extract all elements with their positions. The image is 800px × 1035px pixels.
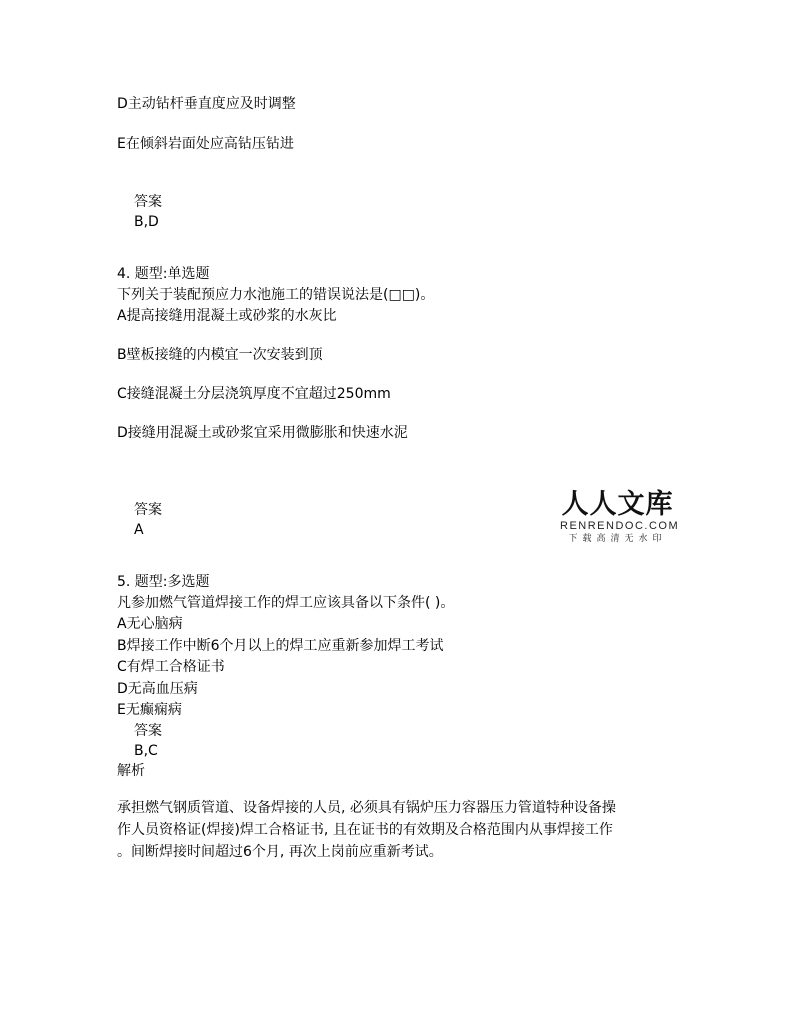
q5-header: 5. 题型:多选题 [117, 574, 210, 590]
q5-option-a: A无心脑病 [117, 616, 183, 632]
q5-analysis-line3: 。间断焊接时间超过6个月, 再次上岗前应重新考试。 [117, 844, 443, 860]
q4-option-d: D接缝用混凝土或砂浆宜采用微膨胀和快速水泥 [117, 425, 408, 441]
q3-option-e: E在倾斜岩面处应高钻压钻进 [117, 136, 294, 152]
q3-answer-label: 答案 [134, 194, 162, 210]
q4-option-c: C接缝混凝土分层浇筑厚度不宜超过250mm [117, 386, 391, 402]
q5-analysis-label: 解析 [117, 763, 145, 779]
q5-answer-value: B,C [134, 743, 158, 759]
q5-option-c: C有焊工合格证书 [117, 659, 225, 675]
q5-option-b: B焊接工作中断6个月以上的焊工应重新参加焊工考试 [117, 638, 444, 654]
q5-analysis-line1: 承担燃气钢质管道、设备焊接的人员, 必须具有锅炉压力容器压力管道特种设备操 [117, 800, 616, 816]
q5-analysis-line2: 作人员资格证(焊接)焊工合格证书, 且在证书的有效期及合格范围内从事焊接工作 [117, 822, 613, 838]
q4-option-b: B壁板接缝的内模宜一次安装到顶 [117, 347, 323, 363]
watermark-site: RENRENDOC.COM [560, 520, 680, 532]
q4-stem: 下列关于装配预应力水池施工的错误说法是(□□)。 [117, 287, 435, 303]
q5-answer-label: 答案 [134, 723, 162, 739]
q4-option-a: A提高接缝用混凝土或砂浆的水灰比 [117, 308, 337, 324]
q3-answer-value: B,D [134, 214, 159, 230]
q4-answer-label: 答案 [134, 502, 162, 518]
watermark-title: 人人文库 [561, 489, 674, 520]
renrendoc-watermark [560, 489, 680, 545]
q5-option-d: D无高血压病 [117, 681, 198, 697]
q5-stem: 凡参加燃气管道焊接工作的焊工应该具备以下条件( )。 [117, 595, 455, 611]
q5-option-e: E无癫痫病 [117, 702, 182, 718]
q3-option-d: D主动钻杆垂直度应及时调整 [117, 96, 296, 112]
q4-header: 4. 题型:单选题 [117, 266, 210, 282]
watermark-slogan: 下载高清无水印 [568, 534, 667, 544]
q4-answer-value: A [134, 522, 144, 538]
